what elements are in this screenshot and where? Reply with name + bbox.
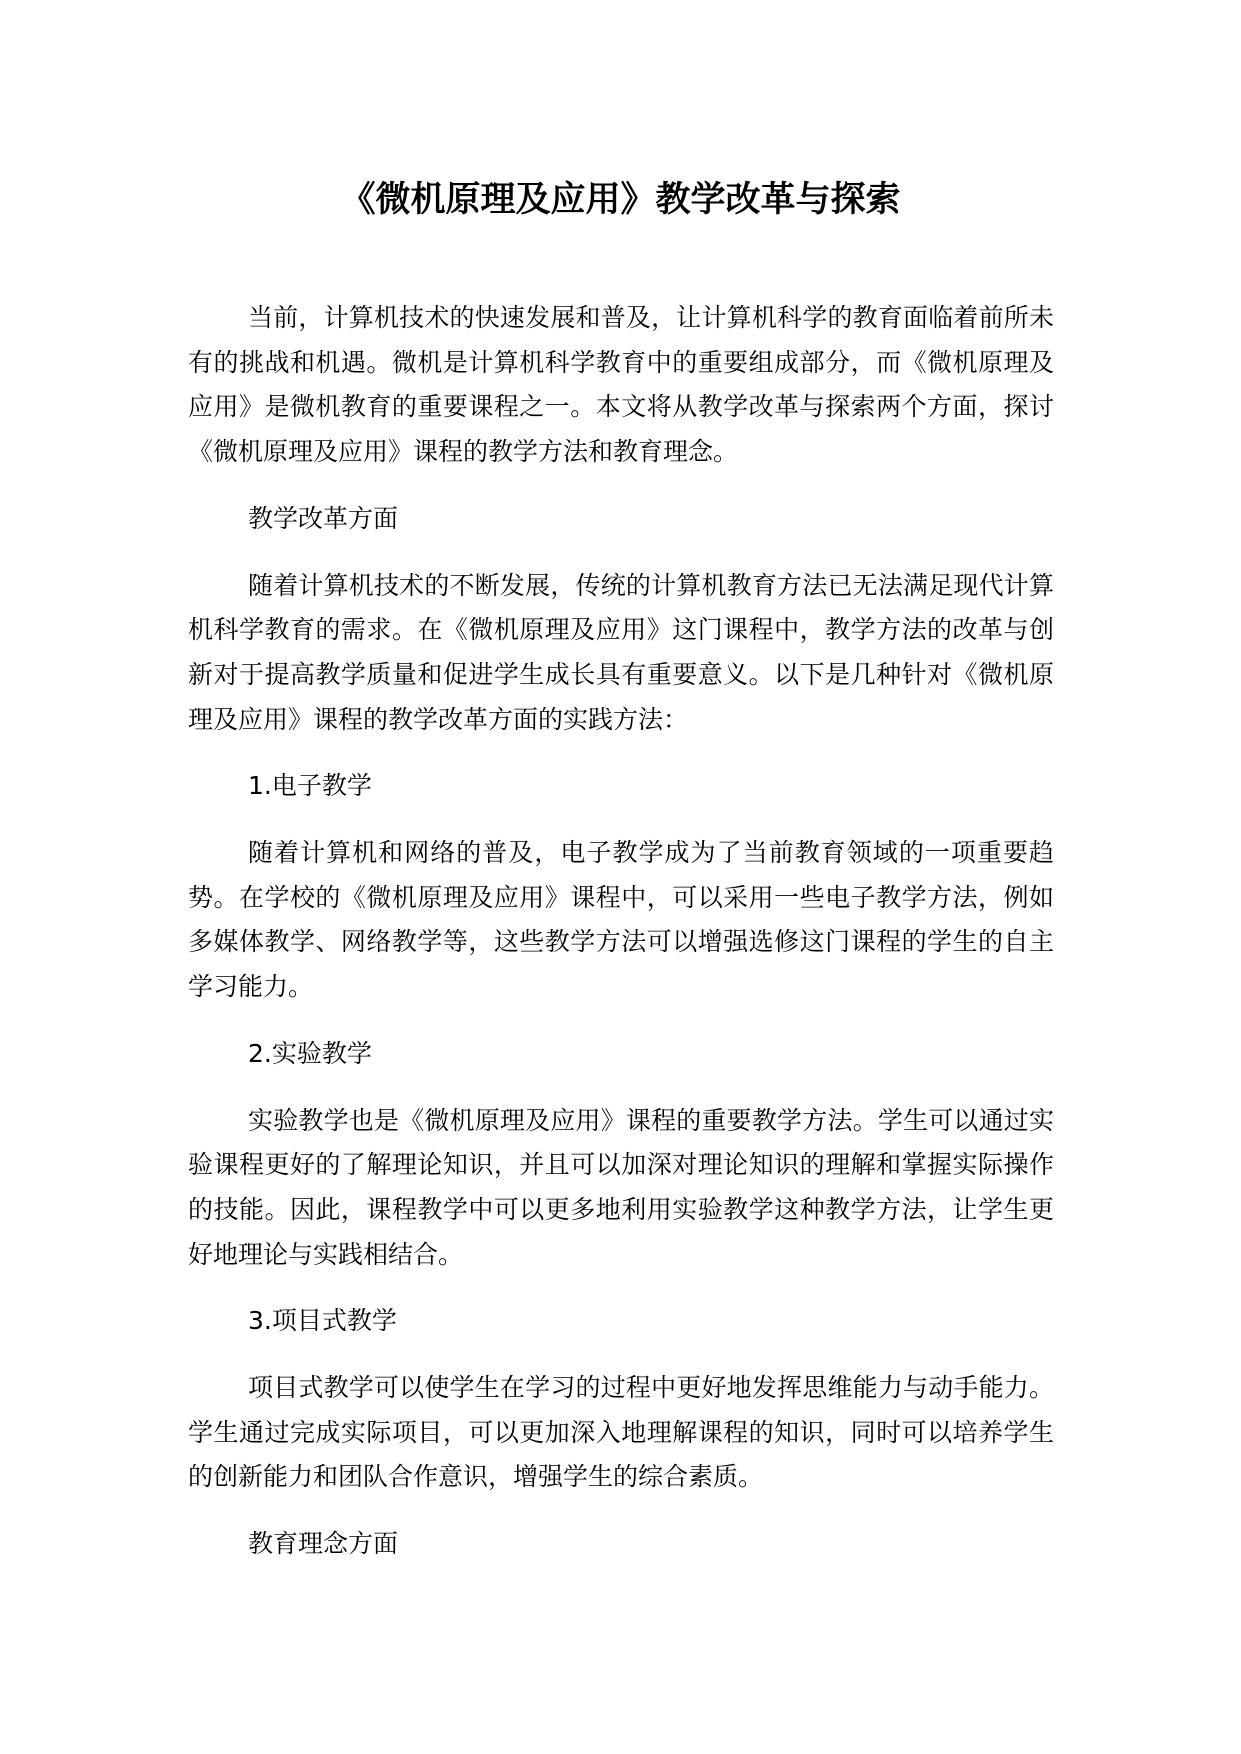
project-teaching-paragraph: 项目式教学可以使学生在学习的过程中更好地发挥思维能力与动手能力。学生通过完成实际项目，可以更加深入地理解课程的知识，同时可以培养学生的创新能力和团队合作意识，增强学生的综合素质。 xyxy=(188,1373,1054,1492)
document-body xyxy=(188,296,1054,1589)
reform-paragraph: 随着计算机技术的不断发展，传统的计算机教育方法已无法满足现代计算机科学教育的需求。在《微机原理及应用》这门课程中，教学方法的改革与创新对于提高教学质量和促进学生成长具有重要意义。以下是几种针对《微机原理及应用》课程的教学改革方面的实践方法： xyxy=(188,570,1054,734)
experimental-teaching-paragraph: 实验教学也是《微机原理及应用》课程的重要教学方法。学生可以通过实验课程更好的了解理论知识，并且可以加深对理论知识的理解和掌握实际操作的技能。因此，课程教学中可以更多地利用实验教学这种教学方法，让学生更好地理论与实践相结合。 xyxy=(188,1105,1054,1269)
intro-paragraph: 当前，计算机技术的快速发展和普及，让计算机科学的教育面临着前所未有的挑战和机遇。微机是计算机科学教育中的重要组成部分，而《微机原理及应用》是微机教育的重要课程之一。本文将从教学改革与探索两个方面，探讨《微机原理及应用》课程的教学方法和教育理念。 xyxy=(188,303,1054,467)
section-heading-teaching-reform: 教学改革方面 xyxy=(248,503,399,533)
subheading-electronic-teaching: 1.电子教学 xyxy=(248,771,372,801)
electronic-teaching-paragraph: 随着计算机和网络的普及，电子教学成为了当前教育领域的一项重要趋势。在学校的《微机原理及应用》课程中，可以采用一些电子教学方法，例如多媒体教学、网络教学等，这些教学方法可以增强选修这门课程的学生的自主学习能力。 xyxy=(188,838,1054,1002)
document-title: 《微机原理及应用》教学改革与探索 xyxy=(340,180,901,220)
section-heading-educational-philosophy: 教育理念方面 xyxy=(248,1529,399,1559)
subheading-experimental-teaching: 2.实验教学 xyxy=(248,1038,372,1068)
subheading-project-teaching: 3.项目式教学 xyxy=(248,1306,397,1336)
